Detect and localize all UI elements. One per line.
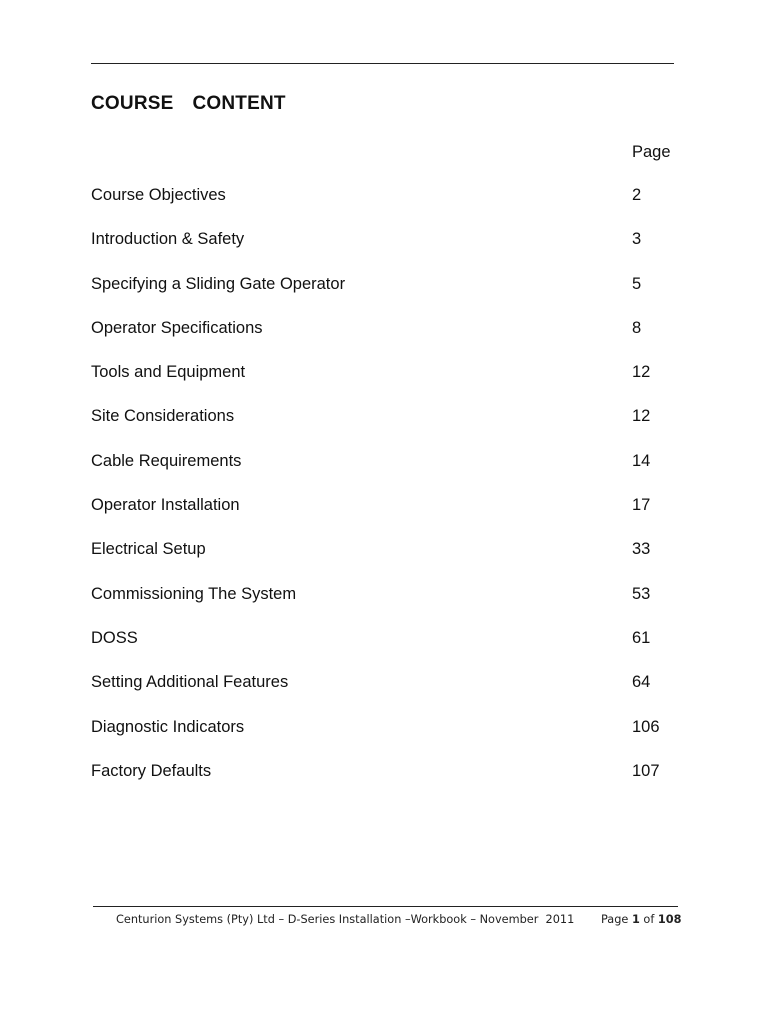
- toc-entry-page: 14: [632, 451, 651, 470]
- toc-row-tools-equipment: [91, 362, 691, 406]
- toc-row-course-objectives: [91, 185, 691, 229]
- toc-entry-page: 2: [632, 186, 642, 204]
- toc-row-site-considerations: [91, 406, 691, 450]
- page-column-header: Page: [632, 143, 671, 161]
- toc-entry-title: Operator Installation: [91, 496, 240, 515]
- toc-row-commissioning-system: [91, 584, 691, 628]
- toc-entry-page: 12: [632, 407, 651, 426]
- toc-row-diagnostic-indicators: [91, 717, 691, 761]
- toc-entry-title: Site Considerations: [91, 407, 235, 426]
- toc-entry-page: 64: [632, 673, 651, 692]
- toc-entry-page: 33: [632, 540, 651, 559]
- toc-row-setting-additional-features: [91, 672, 691, 716]
- footer-page-number: [601, 913, 682, 926]
- toc-entry-title: Tools and Equipment: [91, 363, 246, 382]
- toc-entry-page: 8: [632, 318, 642, 337]
- toc-entry-title: Commissioning The System: [91, 584, 297, 603]
- toc-row-factory-defaults: [91, 761, 691, 805]
- toc-entry-page: 12: [632, 363, 651, 382]
- toc-entry-title: Course Objectives: [91, 186, 226, 204]
- toc-entry-title: Factory Defaults: [91, 761, 212, 780]
- toc-entry-title: Specifying a Sliding Gate Operator: [91, 274, 346, 293]
- toc-row-introduction-safety: [91, 229, 691, 273]
- table-of-contents: [91, 185, 691, 805]
- toc-entry-page: 5: [632, 274, 642, 293]
- footer-page-of: of: [639, 913, 658, 926]
- toc-row-doss: [91, 628, 691, 672]
- toc-row-operator-specifications: [91, 318, 691, 362]
- header-rule: [91, 63, 674, 64]
- toc-entry-page: 17: [632, 496, 651, 515]
- toc-entry-title: Diagnostic Indicators: [91, 717, 245, 736]
- toc-entry-page: 106: [632, 717, 660, 736]
- footer-current-page: 1: [631, 913, 640, 926]
- toc-entry-page: 61: [632, 628, 651, 647]
- toc-row-operator-installation: [91, 495, 691, 539]
- toc-entry-title: DOSS: [91, 628, 138, 647]
- toc-entry-title: Setting Additional Features: [91, 673, 289, 692]
- toc-entry-title: Electrical Setup: [91, 540, 206, 559]
- page-title: COURSE CONTENT: [91, 93, 286, 114]
- footer-rule: [93, 906, 678, 907]
- toc-row-cable-requirements: [91, 451, 691, 495]
- toc-entry-title: Cable Requirements: [91, 451, 242, 470]
- toc-entry-page: 107: [632, 761, 660, 780]
- toc-entry-page: 53: [632, 584, 651, 603]
- footer-publisher-line: Centurion Systems (Pty) Ltd – D-Series Installation –Workbook – November 2011: [116, 913, 575, 926]
- footer-page-prefix: Page: [601, 913, 632, 926]
- footer-total-pages: 108: [657, 913, 682, 926]
- toc-entry-title: Operator Specifications: [91, 318, 263, 337]
- toc-entry-title: Introduction & Safety: [91, 230, 245, 249]
- toc-row-electrical-setup: [91, 539, 691, 583]
- toc-entry-page: 3: [632, 230, 642, 249]
- toc-row-specifying-sliding-gate-operator: [91, 274, 691, 318]
